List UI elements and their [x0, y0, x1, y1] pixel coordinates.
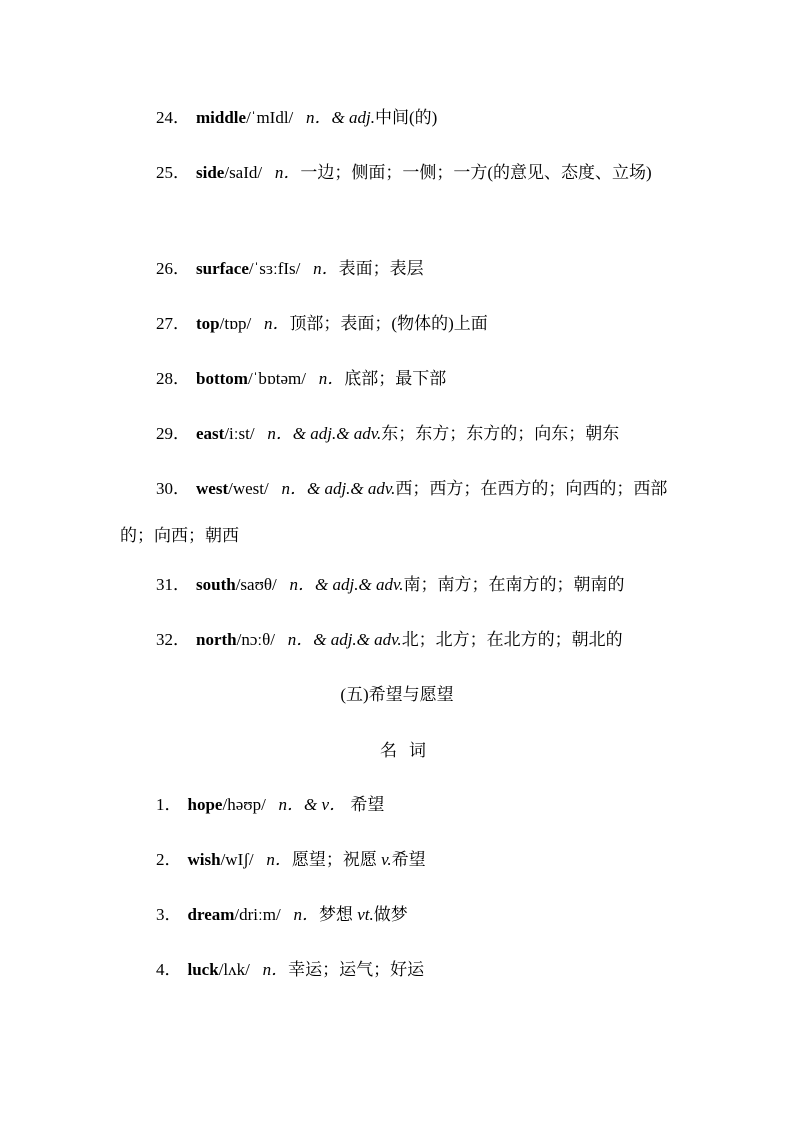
- vocab-entry-side: [120, 149, 680, 196]
- entry-word: south: [196, 575, 236, 594]
- subsection-title: 名词: [380, 741, 438, 760]
- entry-pos: n．& adj.& adv.: [287, 630, 402, 649]
- section-title: (五)希望与愿望: [340, 685, 454, 704]
- entry-definition: 希望: [350, 795, 385, 814]
- entry-pos: n．& adj.: [306, 108, 375, 127]
- entry-definition: 顶部；表面；(物体的)上面: [289, 314, 488, 333]
- entry-pos: n．: [266, 850, 292, 869]
- entry-phonetic: /driːm/: [234, 905, 281, 924]
- entry-word: wish: [187, 850, 221, 869]
- entry-word: side: [196, 163, 225, 182]
- entry-word: bottom: [196, 369, 248, 388]
- entry-definition: 西；西方；在西方的；向西的；西部的；向西；朝西: [120, 479, 668, 545]
- entry-definition: 愿望；祝愿: [291, 850, 382, 869]
- entry-word: east: [196, 424, 225, 443]
- entry-phonetic: /west/: [228, 479, 269, 498]
- entry-phonetic: /ˈbɒtəm/: [247, 369, 306, 388]
- entry-phonetic: /saʊθ/: [235, 575, 277, 594]
- entry-number: 29．: [156, 424, 190, 443]
- entry-definition: 南；南方；在南方的；朝南的: [403, 575, 625, 594]
- entry-phonetic: /ˈsɜːfIs/: [248, 259, 301, 278]
- vocab-entry-surface: [120, 245, 680, 292]
- entry-phonetic: /tɒp/: [219, 314, 252, 333]
- entry-number: 24．: [156, 108, 190, 127]
- entry-phonetic: /iːst/: [224, 424, 255, 443]
- vocab-entry-south: [120, 561, 680, 608]
- entry-pos: n．: [262, 960, 289, 979]
- entry-number: 1．: [156, 795, 182, 814]
- entry-pos: n．: [313, 259, 339, 278]
- entry-definition-secondary: 希望: [391, 850, 426, 869]
- entry-number: 4．: [156, 960, 182, 979]
- vocab-entry-east: [120, 410, 680, 457]
- entry-pos: n．: [274, 163, 301, 182]
- entry-number: 31．: [156, 575, 190, 594]
- entry-phonetic: /həʊp/: [222, 795, 266, 814]
- entry-word: dream: [187, 905, 235, 924]
- vocab-entry-north: [120, 616, 680, 663]
- entry-definition: 东；东方；东方的；向东；朝东: [381, 424, 620, 443]
- entry-pos: n．& v．: [278, 795, 347, 814]
- entry-phonetic: /saId/: [224, 163, 263, 182]
- vocab-entry-hope: [120, 781, 680, 828]
- entry-word: surface: [196, 259, 249, 278]
- entry-phonetic: /wIʃ/: [220, 850, 254, 869]
- vocab-entry-top: [120, 300, 680, 347]
- entry-pos-secondary: v.: [381, 850, 392, 869]
- entry-phonetic: /ˈmIdl/: [246, 108, 294, 127]
- entry-phonetic: /lʌk/: [218, 960, 250, 979]
- vocab-entry-west: [120, 465, 680, 559]
- entry-number: 25．: [156, 163, 190, 182]
- entry-definition: 中间(的): [374, 108, 438, 127]
- entry-pos: n．& adj.& adv.: [289, 575, 404, 594]
- entry-word: hope: [187, 795, 223, 814]
- entry-definition: 北；北方；在北方的；朝北的: [401, 630, 623, 649]
- entry-pos: n．& adj.& adv.: [281, 479, 396, 498]
- vocab-entry-dream: [120, 891, 680, 938]
- vocab-entry-middle: [120, 94, 680, 141]
- entry-number: 27．: [156, 314, 190, 333]
- entry-word: luck: [187, 960, 219, 979]
- entry-word: top: [196, 314, 220, 333]
- entry-definition: 梦想: [318, 905, 358, 924]
- entry-definition: 一边；侧面；一侧；一方(的意见、态度、立场): [300, 163, 652, 182]
- entry-pos-secondary: vt.: [357, 905, 374, 924]
- entry-pos: n．: [293, 905, 319, 924]
- entry-pos: n．: [318, 369, 345, 388]
- vocab-entry-bottom: [120, 355, 680, 402]
- entry-number: 26．: [156, 259, 190, 278]
- entry-phonetic: /nɔːθ/: [236, 630, 275, 649]
- entry-number: 30．: [156, 479, 190, 498]
- entry-definition: 表面；表层: [338, 259, 424, 278]
- entry-number: 2．: [156, 850, 182, 869]
- vocab-entry-luck: [120, 946, 680, 993]
- entry-number: 32．: [156, 630, 190, 649]
- entry-pos: n．& adj.& adv.: [267, 424, 382, 443]
- entry-number: 28．: [156, 369, 190, 388]
- entry-definition: 底部；最下部: [344, 369, 447, 388]
- entry-word: middle: [196, 108, 247, 127]
- entry-definition-secondary: 做梦: [373, 905, 408, 924]
- entry-word: north: [196, 630, 237, 649]
- entry-pos: n．: [263, 314, 290, 333]
- entry-number: 3．: [156, 905, 182, 924]
- entry-word: west: [196, 479, 229, 498]
- vocab-entry-wish: [120, 836, 680, 883]
- entry-definition: 幸运；运气；好运: [288, 960, 425, 979]
